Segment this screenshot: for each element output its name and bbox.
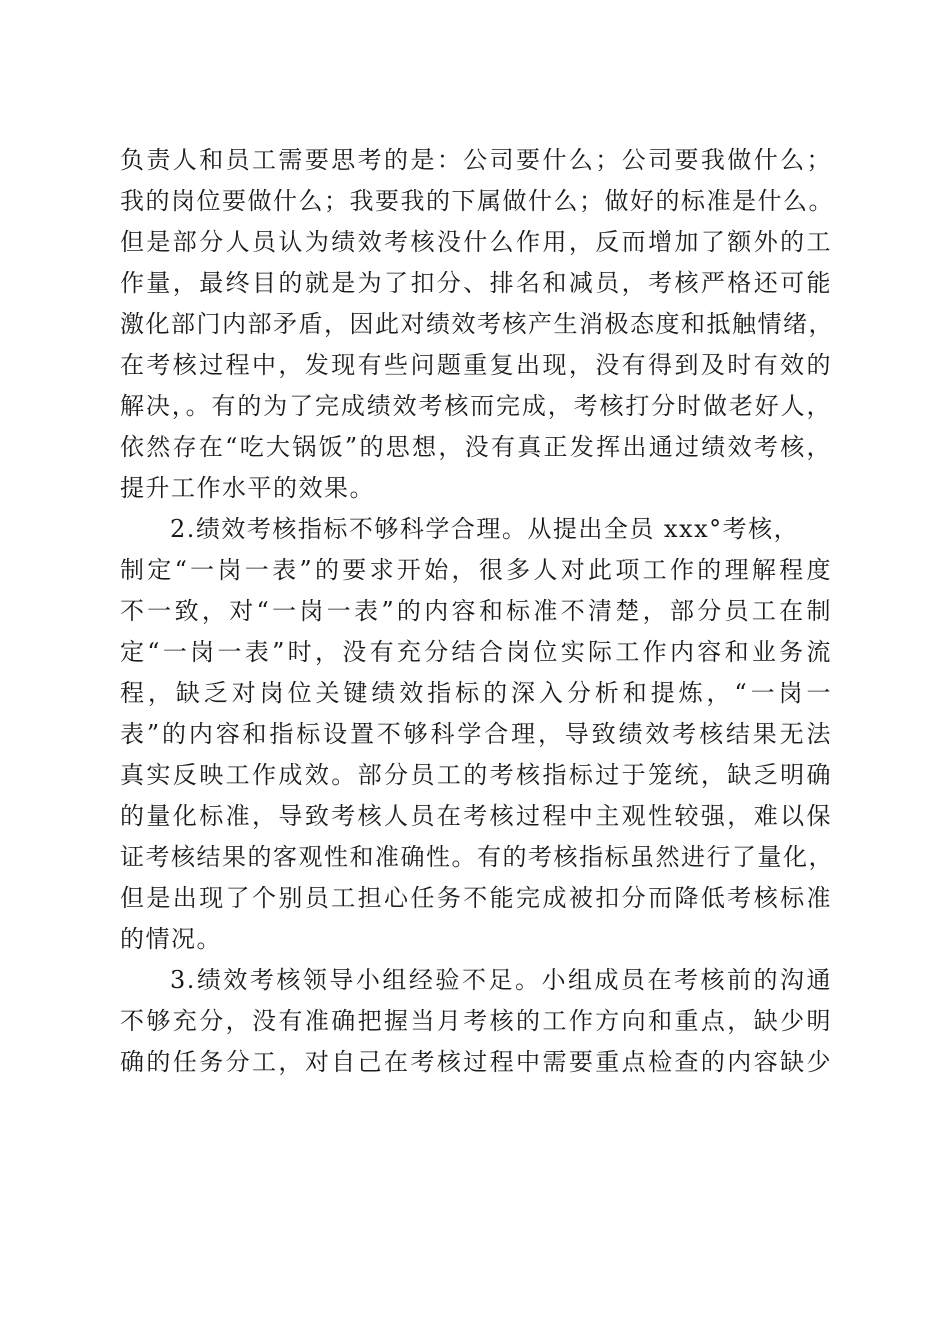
text-line: 作量，最终目的就是为了扣分、排名和减员，考核严格还可能	[120, 269, 832, 297]
text-line: 提升工作水平的效果。	[120, 474, 375, 502]
text-line: 我的岗位要做什么；我要我的下属做什么；做好的标准是什么。	[120, 187, 834, 215]
text-line: 的量化标准，导致考核人员在考核过程中主观性较强，难以保	[120, 802, 832, 830]
text-line: 不够充分，没有准确把握当月考核的工作方向和重点，缺少明	[120, 1007, 832, 1035]
text-line: 但是部分人员认为绩效考核没什么作用，反而增加了额外的工	[120, 228, 832, 256]
text-line: 表”的内容和指标设置不够科学合理，导致绩效考核结果无法	[120, 720, 832, 748]
paragraph-3	[120, 960, 832, 1083]
text-line: 依然存在“吃大锅饭”的思想，没有真正发挥出通过绩效考核，	[120, 433, 832, 461]
text-line: 3.绩效考核领导小组经验不足。小组成员在考核前的沟通	[170, 966, 832, 994]
paragraph-1	[120, 140, 832, 509]
text-line: 2.绩效考核指标不够科学合理。从提出全员 xxx°考核，	[170, 515, 800, 543]
text-line: 解决，。有的为了完成绩效考核而完成，考核打分时做老好人，	[120, 392, 832, 420]
text-line: 的情况。	[120, 925, 222, 953]
paragraph-2	[120, 509, 832, 960]
text-line: 定“一岗一表”时，没有充分结合岗位实际工作内容和业务流	[120, 638, 832, 666]
text-line: 在考核过程中，发现有些问题重复出现，没有得到及时有效的	[120, 351, 832, 379]
document-body	[120, 140, 832, 1083]
text-line: 证考核结果的客观性和准确性。有的考核指标虽然进行了量化，	[120, 843, 834, 871]
text-line: 不一致，对“一岗一表”的内容和标准不清楚，部分员工在制	[120, 597, 832, 625]
text-line: 负责人和员工需要思考的是：公司要什么；公司要我做什么；	[120, 146, 832, 174]
text-line: 但是出现了个别员工担心任务不能完成被扣分而降低考核标准	[120, 884, 832, 912]
text-line: 激化部门内部矛盾，因此对绩效考核产生消极态度和抵触情绪，	[120, 310, 834, 338]
text-line: 真实反映工作成效。部分员工的考核指标过于笼统，缺乏明确	[120, 761, 832, 789]
text-line: 确的任务分工，对自己在考核过程中需要重点检查的内容缺少	[120, 1048, 832, 1076]
text-line: 制定“一岗一表”的要求开始，很多人对此项工作的理解程度	[120, 556, 832, 584]
text-line: 程，缺乏对岗位关键绩效指标的深入分析和提炼，“一岗一	[120, 679, 832, 707]
